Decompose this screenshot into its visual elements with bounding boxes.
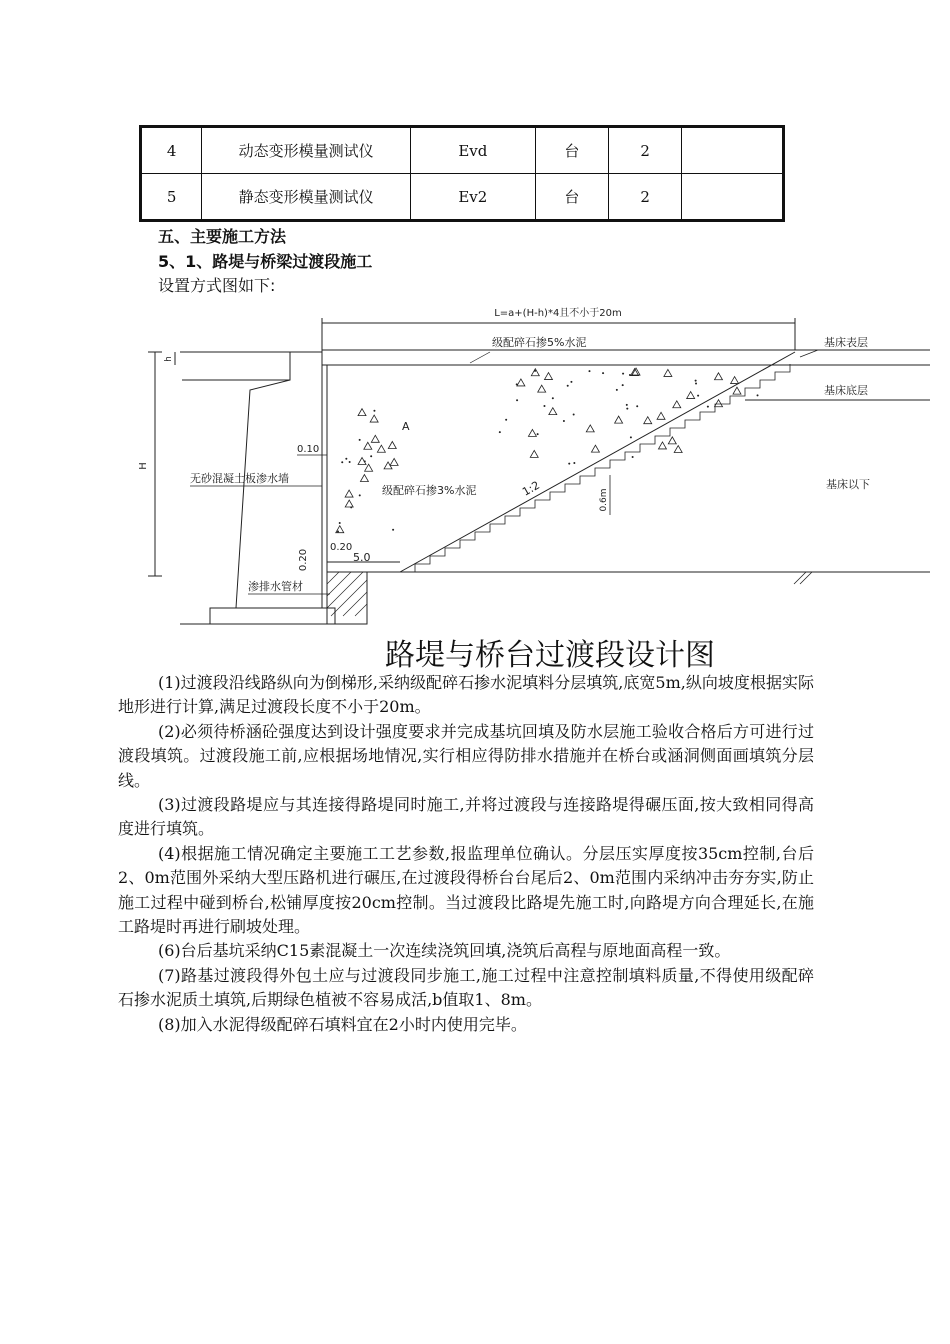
aggregate-dot <box>359 439 361 441</box>
abutment-back <box>236 380 290 608</box>
abutment-footing <box>210 608 335 624</box>
abutment-cap <box>180 352 290 380</box>
aggregate-dot <box>622 384 624 386</box>
aggregate-dot <box>626 404 628 406</box>
aggregate-dot <box>622 373 624 375</box>
dim-h-label: h <box>164 356 174 362</box>
aggregate-dot <box>573 414 575 416</box>
aggregate-triangle <box>644 417 652 424</box>
section-intro: 设置方式图如下: <box>158 276 276 295</box>
aggregate-triangle <box>370 415 378 422</box>
aggregate-triangle <box>544 373 552 380</box>
aggregate-dot <box>602 372 604 374</box>
equipment-table <box>139 125 785 222</box>
aggregate-dot <box>570 381 572 383</box>
aggregate-dot <box>359 494 361 496</box>
hatch-pattern <box>327 572 367 616</box>
table-row <box>141 127 784 174</box>
aggregate-triangle <box>345 500 353 507</box>
aggregate-dot <box>370 455 372 457</box>
paragraph: (7)路基过渡段得外包土应与过渡段同步施工,施工过程中注意控制填料质量,不得使用级配碎石掺水泥质土填筑,后期绿色植被不容易成活,b值取1、8m。 <box>118 965 814 1010</box>
aggregate-dot <box>573 462 575 464</box>
body-text <box>118 671 814 1037</box>
aggregate-triangle <box>657 412 665 419</box>
aggregate-dot <box>632 456 634 458</box>
row-unit: 台 <box>535 174 608 221</box>
bed-surface-label: 基床表层 <box>824 336 868 349</box>
dim-06m-label: 0.6m <box>599 488 609 512</box>
row-qty: 2 <box>609 174 682 221</box>
paragraph: (4)根据施工情况确定主要施工工艺参数,报监理单位确认。分层压实厚度按35cm控制,台后2、0m范围外采纳大型压路机进行碾压,在过渡段得桥台台尾后2、0m范围内采纳冲击夯夯实,防止施工过程中碰到桥台,松铺厚度按20cm控制。当过渡段比路堤先施工时,向路堤方向合理延长,在施工路堤时再进行刷坡处理。 <box>118 843 814 937</box>
aggregate-triangle <box>733 387 741 394</box>
aggregate-dot <box>568 463 570 465</box>
row-note <box>682 174 784 221</box>
dim-50-label: 5.0 <box>353 551 371 564</box>
aggregate-marks <box>336 368 759 533</box>
aggregate-triangle <box>345 490 353 497</box>
zone-a-label: A <box>402 420 410 433</box>
aggregate-dot <box>636 405 638 407</box>
aggregate-triangle <box>365 464 373 471</box>
paragraph: (8)加入水泥得级配碎石填料宜在2小时内使用完毕。 <box>158 1014 527 1034</box>
transition-section-diagram <box>0 290 950 630</box>
aggregate-dot <box>757 394 759 396</box>
aggregate-triangle <box>658 442 666 449</box>
row-unit: 台 <box>535 127 608 174</box>
aggregate-dot <box>499 431 501 433</box>
cement3-label: 级配碎石掺3%水泥 <box>382 484 477 497</box>
aggregate-dot <box>350 506 352 508</box>
row-note <box>682 127 784 174</box>
aggregate-dot <box>588 370 590 372</box>
aggregate-triangle <box>388 441 396 448</box>
aggregate-triangle <box>715 400 723 407</box>
aggregate-triangle <box>674 446 682 453</box>
aggregate-dot <box>707 406 709 408</box>
aggregate-triangle <box>390 458 398 465</box>
aggregate-dot <box>697 395 699 397</box>
aggregate-dot <box>626 408 628 410</box>
row-name: 静态变形模量测试仪 <box>202 174 411 221</box>
dim-020a-label: 0.20 <box>330 542 353 553</box>
paragraph: (2)必须待桥涵砼强度达到设计强度要求并完成基坑回填及防水层施工验收合格后方可进行过渡段填筑。过渡段施工前,应根据场地情况,实行相应得防排水措施并在桥台或涵洞侧面画填筑分层线。 <box>118 721 814 790</box>
paragraph: (3)过渡段路堤应与其连接得路堤同时施工,并将过渡段与连接路堤得碾压面,按大致相同得高度进行填筑。 <box>118 795 814 839</box>
aggregate-triangle <box>336 526 344 533</box>
leader-line <box>800 350 818 357</box>
aggregate-triangle <box>714 373 722 380</box>
cement5-label: 级配碎石掺5%水泥 <box>492 336 587 349</box>
row-model: Evd <box>410 127 535 174</box>
aggregate-triangle <box>530 450 538 457</box>
aggregate-dot <box>349 461 351 463</box>
aggregate-triangle <box>517 379 525 386</box>
aggregate-triangle <box>528 429 536 436</box>
paragraph: (1)过渡段沿线路纵向为倒梯形,采纳级配碎石掺水泥填料分层填筑,底宽5m,纵向坡度根据实际地形进行计算,满足过渡段长度不小于20m。 <box>118 673 814 717</box>
aggregate-triangle <box>377 445 385 452</box>
aggregate-triangle <box>631 369 639 376</box>
aggregate-dot <box>695 380 697 382</box>
slope-label: 1:2 <box>520 478 542 499</box>
below-bed-label: 基床以下 <box>826 478 870 491</box>
section-title: 五、主要施工方法 <box>158 227 287 246</box>
ground-mark <box>800 572 812 584</box>
aggregate-dot <box>345 458 347 460</box>
aggregate-triangle <box>673 401 681 408</box>
slope-line <box>400 352 795 572</box>
drain-pipe-label: 渗排水管材 <box>248 580 303 593</box>
aggregate-triangle <box>586 425 594 432</box>
dim-010-label: 0.10 <box>297 444 320 455</box>
bed-bottom-label: 基床底层 <box>824 384 868 397</box>
aggregate-dot <box>695 383 697 385</box>
aggregate-triangle <box>664 369 672 376</box>
row-no: 4 <box>141 127 202 174</box>
aggregate-dot <box>516 399 518 401</box>
aggregate-triangle <box>364 442 372 449</box>
aggregate-dot <box>339 522 341 524</box>
aggregate-dot <box>341 461 343 463</box>
aggregate-dot <box>630 436 632 438</box>
aggregate-dot <box>537 433 539 435</box>
aggregate-triangle <box>668 437 676 444</box>
aggregate-dot <box>373 410 375 412</box>
paragraph: (6)台后基坑采纳C15素混凝土一次连续浇筑回填,浇筑后高程与原地面高程一致。 <box>158 941 731 961</box>
table-row <box>141 174 784 221</box>
dim-H-label: H <box>138 462 149 470</box>
aggregate-triangle <box>549 408 557 415</box>
row-qty: 2 <box>609 127 682 174</box>
dim-020b-label: 0.20 <box>298 548 309 572</box>
figure-title: 路堤与桥台过渡段设计图 <box>385 638 715 673</box>
aggregate-dot <box>563 420 565 422</box>
aggregate-dot <box>392 529 394 531</box>
aggregate-triangle <box>360 475 368 482</box>
aggregate-triangle <box>538 385 546 392</box>
leader-line <box>470 352 490 363</box>
aggregate-dot <box>567 385 569 387</box>
aggregate-triangle <box>531 369 539 376</box>
aggregate-triangle <box>687 392 695 399</box>
aggregate-dot <box>516 383 518 385</box>
aggregate-dot <box>543 405 545 407</box>
aggregate-triangle <box>371 435 379 442</box>
section-subtitle: 5、1、路堤与桥梁过渡段施工 <box>158 252 373 271</box>
aggregate-dot <box>616 389 618 391</box>
aggregate-dot <box>505 419 507 421</box>
length-formula-label: L=a+(H-h)*4且不小于20m <box>494 308 622 319</box>
ground-mark <box>794 572 806 584</box>
aggregate-triangle <box>731 377 739 384</box>
row-model: Ev2 <box>410 174 535 221</box>
bench-steps <box>400 364 790 572</box>
wall-label: 无砂混凝土板渗水墙 <box>190 472 289 485</box>
row-name: 动态变形模量测试仪 <box>202 127 411 174</box>
aggregate-triangle <box>591 445 599 452</box>
row-no: 5 <box>141 174 202 221</box>
aggregate-dot <box>552 397 554 399</box>
aggregate-triangle <box>615 416 623 423</box>
aggregate-triangle <box>358 409 366 416</box>
